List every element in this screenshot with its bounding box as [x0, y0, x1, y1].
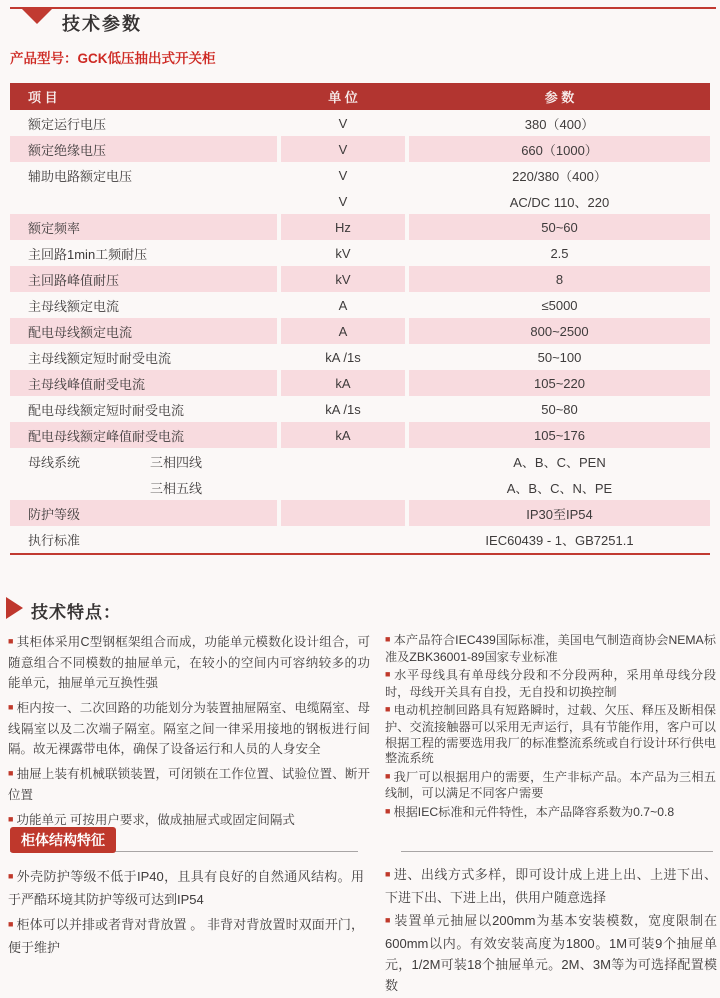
spec-table-header-row — [10, 83, 710, 110]
item-sublabel: 三相四线 — [150, 454, 203, 470]
cell-unit: A — [281, 318, 405, 344]
table-row — [10, 396, 710, 422]
cell-value: 220/380（400） — [512, 168, 607, 184]
item-label: 主母线峰值耐受电流 — [28, 376, 146, 392]
table-row — [10, 266, 710, 292]
cell-unit: V — [338, 115, 348, 131]
cell-item — [10, 292, 277, 318]
cell-value: 380（400） — [524, 116, 595, 132]
cell-value: IP30至IP54 — [409, 500, 710, 526]
cell-unit: V — [338, 193, 348, 209]
cell-value: A、B、C、N、PE — [506, 480, 613, 496]
spec-table-body — [10, 110, 710, 552]
table-row — [10, 162, 710, 188]
item-label: 主母线额定短时耐受电流 — [28, 350, 172, 366]
table-row — [10, 188, 710, 214]
cell-unit: V — [338, 167, 348, 183]
item-label: 主回路峰值耐压 — [28, 272, 120, 288]
structure-left — [8, 866, 364, 962]
features-left — [8, 632, 370, 836]
cell-item — [10, 370, 277, 396]
features-section-title: 技术特点： — [31, 603, 121, 622]
spec-table — [10, 83, 710, 552]
table-row — [10, 240, 710, 266]
cell-item — [10, 136, 277, 162]
table-row — [10, 110, 710, 136]
item-label: 执行标准 — [28, 532, 81, 548]
top-divider-rule — [10, 7, 716, 9]
bullet-item: ■ 根据IEC标准和元件特性，本产品降容系数为0.7~0.8 — [385, 805, 716, 822]
table-bottom-rule — [10, 553, 710, 555]
cell-value: 660（1000） — [409, 136, 710, 162]
column-header-item: 项 目 — [28, 90, 58, 105]
cell-item — [10, 474, 277, 500]
cell-unit: kV — [281, 266, 405, 292]
cell-unit: kA — [281, 370, 405, 396]
structure-right — [385, 864, 717, 998]
item-label: 额定运行电压 — [28, 116, 107, 132]
table-row — [10, 370, 710, 396]
structure-section-badge: 柜体结构特征 — [10, 827, 116, 853]
item-sublabel: 三相五线 — [150, 480, 203, 496]
section-marker-triangle-down-icon — [22, 9, 52, 24]
bullet-item: ■ 进、出线方式多样，即可设计成上进上出、上进下出、下进下出、下进上出，供用户随意选择 — [385, 864, 717, 908]
table-row — [10, 214, 710, 240]
cell-value: 50~100 — [537, 349, 582, 365]
table-row — [10, 318, 710, 344]
cell-value: 105~176 — [409, 422, 710, 448]
page-title: 技术参数 — [62, 14, 142, 34]
cell-unit — [281, 526, 405, 552]
cell-unit: Hz — [281, 214, 405, 240]
item-label: 额定频率 — [28, 220, 81, 236]
table-row — [10, 500, 710, 526]
cell-unit: A — [338, 297, 348, 313]
cell-item — [10, 422, 277, 448]
cell-unit: kA — [281, 422, 405, 448]
column-header-parameter: 参 数 — [544, 90, 575, 105]
table-row — [10, 474, 710, 500]
item-label: 配电母线额定峰值耐受电流 — [28, 428, 185, 444]
cell-item — [10, 318, 277, 344]
cell-unit — [281, 474, 405, 500]
bullet-item: ■ 本产品符合IEC439国际标准，美国电气制造商协会NEMA标准及ZBK36001-89国家专业标准 — [385, 633, 716, 665]
table-row — [10, 448, 710, 474]
bullet-item: ■ 水平母线具有单母线分段和不分段两种，采用单母线分段时，母线开关具有自投，无自投和切换控制 — [385, 668, 716, 700]
item-label: 母线系统 — [28, 454, 81, 470]
cell-item — [10, 214, 277, 240]
bullet-item: ■ 外壳防护等级不低于IP40，且具有良好的自然通风结构。用于严酷环境其防护等级可达到IP54 — [8, 866, 364, 911]
bullet-item: ■ 柜体可以并排或者背对背放置 。 非背对背放置时双面开门，便于维护 — [8, 914, 364, 959]
cell-value: 50~60 — [409, 214, 710, 240]
cell-item — [10, 162, 277, 188]
cell-unit: kV — [335, 245, 351, 261]
cell-value: 800~2500 — [409, 318, 710, 344]
cell-item — [10, 240, 277, 266]
item-label: 主回路1min工频耐压 — [28, 246, 148, 262]
table-row — [10, 422, 710, 448]
bullet-item: ■ 其柜体采用C型钢框架组合而成，功能单元模数化设计组合，可随意组合不同模数的抽屉单元，在较小的空间内可容纳较多的功能单元，抽屉单元互换性强 — [8, 632, 370, 693]
bullet-item: ■ 我厂可以根据用户的需要，生产非标产品。本产品为三相五线制，可以满足不同客户需要 — [385, 770, 716, 802]
cell-unit: kA /1s — [325, 401, 361, 417]
column-header-unit: 单 位 — [328, 90, 358, 105]
bullet-item: ■ 功能单元 可按用户要求，做成抽屉式或固定间隔式 — [8, 810, 370, 831]
table-row — [10, 136, 710, 162]
cell-item — [10, 188, 277, 214]
cell-value: ≤5000 — [541, 297, 578, 313]
item-label: 额定绝缘电压 — [28, 142, 107, 158]
bullet-item: ■ 柜内按一、二次回路的功能划分为装置抽屉隔室、电缆隔室、母线隔室以及二次端子隔室。隔室之间一律采用接地的钢板进行间隔。故无裸露带电体，确保了设备运行和人员的人身安全 — [8, 698, 370, 759]
item-label: 配电母线额定电流 — [28, 324, 133, 340]
cell-unit: V — [281, 136, 405, 162]
cell-item — [10, 526, 277, 552]
bullet-item: ■ 抽屉上装有机械联锁装置，可闭锁在工作位置、试验位置、断开位置 — [8, 764, 370, 805]
bullet-item: ■ 装置单元抽屉以200mm为基本安装模数，宽度限制在600mm以内。有效安装高度为1800。1M可装9个抽屉单元，1/2M可装18个抽屉单元。2M、3M等为可选择配置模数 — [385, 910, 717, 996]
cell-item — [10, 344, 277, 370]
structure-divider-right — [401, 851, 713, 852]
table-row — [10, 526, 710, 552]
cell-value: 8 — [409, 266, 710, 292]
features-right — [385, 633, 716, 825]
cell-item — [10, 266, 277, 292]
item-label: 防护等级 — [28, 506, 81, 522]
table-row — [10, 292, 710, 318]
item-label: 主母线额定电流 — [28, 298, 120, 314]
cell-item — [10, 448, 277, 474]
cell-value: IEC60439 - 1、GB7251.1 — [485, 532, 634, 548]
cell-item — [10, 396, 277, 422]
bullet-item: ■ 电动机控制回路具有短路瞬时，过载、欠压、释压及断相保护、交流接触器可以采用无声运行，具有节能作用，客户可以根据工程的需要选用我厂的标准整流系统或自行设计环行供电整流系统 — [385, 703, 716, 766]
cell-value: 2.5 — [550, 245, 569, 261]
product-model-text: 产品型号：GCK低压抽出式开关柜 — [10, 51, 216, 66]
cell-unit: kA /1s — [325, 349, 361, 365]
cell-value: AC/DC 110、220 — [509, 194, 610, 210]
cell-unit — [281, 500, 405, 526]
section-marker-triangle-right-icon — [6, 597, 23, 619]
cell-value: A、B、C、PEN — [513, 454, 606, 470]
item-label: 配电母线额定短时耐受电流 — [28, 402, 185, 418]
cell-unit — [281, 448, 405, 474]
table-row — [10, 344, 710, 370]
cell-value: 105~220 — [409, 370, 710, 396]
item-label: 辅助电路额定电压 — [28, 168, 133, 184]
cell-item — [10, 500, 277, 526]
cell-item — [10, 110, 277, 136]
cell-value: 50~80 — [541, 401, 578, 417]
